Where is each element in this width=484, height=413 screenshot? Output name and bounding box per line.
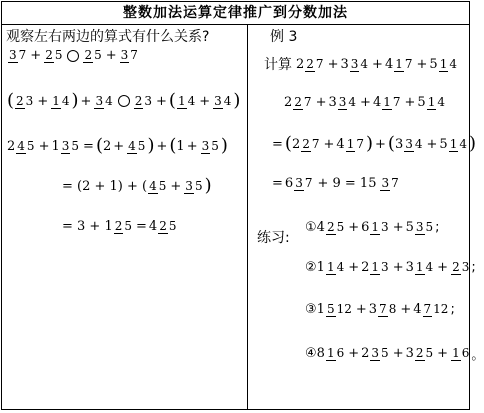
denominator: 7 [311,136,320,151]
fraction [380,177,399,190]
denominator: 12 [433,302,449,316]
denominator: 5 [211,138,219,153]
fraction [346,138,365,151]
fraction [451,261,470,274]
denominator: 7 [18,48,27,62]
math-term: 3 [405,346,414,361]
math-term: ④ [305,346,317,361]
parenthesis: ) [233,90,241,111]
fraction [370,347,389,360]
numerator: 3 [371,346,380,360]
denominator: 5 [71,138,80,153]
math-term: 2 [296,56,305,72]
math-term: ③ [305,302,317,317]
operator: = [272,136,283,152]
math-term: ; [435,220,440,235]
fraction [94,95,113,108]
operator: + [404,95,416,110]
fraction [439,58,458,71]
denominator: 6 [336,346,345,360]
denominator: 5 [94,48,102,62]
parenthesis: ) [468,133,476,154]
math-term: 4 [148,219,158,234]
denominator: 4 [425,260,434,274]
operator: + [400,302,412,317]
denominator: 7 [315,56,324,71]
denominator: 3 [461,260,470,274]
operator: + [80,93,92,109]
math-term: 3 [368,302,378,317]
denominator: 4 [348,95,357,109]
fraction [378,303,397,316]
numerator: 2 [302,136,310,151]
math-term: 1 [51,138,60,154]
math-term: 4 [413,302,422,317]
numerator: 3 [61,138,70,153]
operator: + [315,95,327,110]
denominator: 5 [158,178,167,193]
fraction [326,261,345,274]
denominator: 5 [194,178,203,193]
numerator: 1 [395,56,403,71]
operator: + [30,48,42,63]
math-term: 2 [361,346,370,361]
operator: + [375,136,386,152]
denominator: 5 [54,48,63,62]
math-term: 。 [471,348,484,363]
calc-expression [264,54,459,74]
fraction [51,95,70,108]
math-term: + 9 = 15 [317,176,377,191]
denominator: 3 [25,93,34,108]
denominator: 5 [425,346,434,360]
operator: + [156,93,167,109]
math-term: 2 [102,138,112,154]
parenthesis: ( [169,135,177,156]
operator: + [392,346,404,361]
denominator: 7 [391,176,399,190]
math-term: 2 [7,138,16,154]
fraction [294,177,313,190]
fraction [213,95,232,108]
math-term: 1 [316,302,325,317]
operator: + [38,138,50,154]
practice-4 [305,344,484,363]
numerator: 2 [16,93,24,108]
numerator: 1 [452,346,460,360]
fraction [423,303,450,316]
denominator: 7 [303,95,312,109]
fraction [305,58,324,71]
operator: + [105,48,117,63]
numerator: 1 [326,260,335,274]
denominator: 4 [449,56,457,71]
numerator: 1 [52,93,60,108]
math-term: 2 [284,95,293,110]
math-term: 5 [417,95,426,110]
fraction [415,221,434,234]
denominator: 8 [388,302,397,316]
math-term: 计算 [264,57,292,73]
math-term: 1 [176,138,185,154]
numerator: 3 [95,93,104,108]
math-term: = (2 + 1) + ( [62,178,148,194]
math-term: 2 [291,136,301,152]
numerator: 1 [415,260,424,274]
fraction [134,95,153,108]
fraction [370,221,389,234]
parenthesis: ( [7,90,15,111]
operator: + [426,136,438,152]
denominator: 4 [223,93,232,108]
math-term: ; [450,302,455,317]
fraction [301,138,320,151]
math-term: ② [305,260,317,275]
operator: + [437,260,449,275]
fraction [326,303,353,316]
operator: = [83,138,94,154]
column-divider [247,24,248,410]
question-text: 观察左右两边的算式有什么关系? [6,29,210,45]
operator: + [392,260,404,275]
parenthesis: ) [365,133,373,154]
operator: + [348,346,360,361]
numerator: 2 [159,219,167,233]
denominator: 5 [124,219,133,233]
numerator: 1 [371,260,380,274]
fraction [449,138,468,151]
denominator: 3 [381,220,389,234]
example-label: 例 3 [270,29,298,45]
operator: + [186,138,198,154]
numerator: 2 [452,260,460,274]
denominator: 5 [26,138,35,153]
math-term: 3 [405,260,414,275]
practice-1 [305,220,440,235]
denominator: 5 [336,220,345,234]
fraction [184,180,203,193]
math-term: 5 [429,56,438,72]
fraction [83,49,102,62]
operator: = [272,176,283,191]
equation-2 [7,92,240,110]
math-term: 4 [316,220,325,235]
step-3 [270,176,401,191]
operator: + [170,178,182,194]
numerator: 3 [350,56,359,71]
math-term: 1 [316,260,325,275]
numerator: 3 [201,138,210,153]
fraction [61,140,80,153]
math-term: 6 [284,176,294,191]
numerator: 2 [326,220,335,234]
fraction [338,96,357,109]
fraction [451,347,470,360]
operator: + [355,302,367,317]
numerator: 4 [149,178,157,193]
denominator: 7 [392,95,401,109]
operator: + [37,93,49,109]
fraction [382,96,401,109]
equation-1 [7,48,140,63]
fraction [326,347,345,360]
numerator: 3 [214,93,222,108]
parenthesis: ) [147,135,155,156]
fraction [394,58,413,71]
denominator: 5 [381,346,389,360]
numerator: 1 [371,220,380,234]
denominator: 4 [187,93,196,108]
denominator: 7 [404,56,413,71]
numerator: 1 [326,346,335,360]
math-term: 5 [405,220,414,235]
denominator: 5 [137,138,146,153]
fraction [177,95,196,108]
operator: + [113,138,125,154]
denominator: 5 [425,220,434,234]
numerator: 1 [177,93,186,108]
fraction [16,140,35,153]
math-term: = 3 + 1 [62,219,113,234]
parenthesis: ( [387,133,395,154]
numerator: 4 [17,138,25,153]
denominator: 4 [437,95,445,109]
numerator: 3 [338,95,347,109]
numerator: 1 [427,95,436,109]
math-term: 4 [336,136,345,152]
math-term: 2 [361,260,370,275]
math-term: 8 [316,346,325,361]
numerator: 1 [346,136,355,151]
fraction [293,96,312,109]
step-1 [284,95,447,110]
denominator: 3 [381,260,389,274]
fraction [8,49,27,62]
practice-label: 练习: [257,230,290,246]
numerator: 3 [415,220,424,234]
parenthesis: ( [168,90,176,111]
denominator: 7 [304,176,313,190]
numerator: 7 [379,302,387,316]
numerator: 3 [185,178,193,193]
math-term: 3 [340,56,349,72]
fraction [127,140,146,153]
blank-circle [118,95,130,107]
numerator: 3 [295,176,303,190]
numerator: 1 [439,56,448,71]
fraction [158,220,177,233]
numerator: 2 [45,48,53,62]
math-term: 6 [361,220,370,235]
operator: + [323,136,335,152]
parenthesis: ( [284,133,292,154]
numerator: 1 [449,136,458,151]
fraction [427,96,446,109]
parenthesis: ) [220,135,228,156]
equation-5 [62,219,178,234]
fraction [415,347,434,360]
denominator: 4 [360,56,369,71]
operator: + [348,220,360,235]
numerator: 2 [415,346,424,360]
fraction [370,261,389,274]
operator: + [327,56,339,72]
denominator: 4 [459,136,467,151]
operator: + [437,346,449,361]
operator: = [136,219,147,234]
operator: + [348,260,360,275]
numerator: 3 [381,176,390,190]
practice-3 [305,302,455,317]
fraction [415,261,434,274]
numerator: 1 [383,95,391,109]
numerator: 2 [306,56,314,71]
denominator: 3 [144,93,152,108]
denominator: 5 [168,219,177,233]
math-term: 4 [372,95,382,110]
fraction [114,220,133,233]
denominator: 7 [130,48,138,62]
denominator: 6 [461,346,470,360]
fraction [120,49,139,62]
math-term: ① [305,220,317,235]
denominator: 12 [336,302,352,316]
numerator: 2 [114,219,123,233]
denominator: 4 [414,136,423,151]
math-term: 4 [384,56,394,72]
denominator: 7 [356,136,364,151]
table-frame [1,1,484,410]
numerator: 3 [120,48,129,62]
operator: + [156,138,168,154]
denominator: 4 [336,260,345,274]
numerator: 7 [423,302,432,316]
parenthesis: ) [204,175,212,196]
fraction [326,221,345,234]
fraction [44,49,63,62]
denominator: 4 [105,93,113,108]
numerator: 3 [9,48,17,62]
step-2 [270,135,476,153]
numerator: 2 [134,93,143,108]
blank-circle [67,50,79,62]
operator: + [199,93,211,109]
parenthesis: ) [71,90,79,111]
denominator: 4 [61,93,70,108]
practice-2 [305,260,476,275]
numerator: 2 [294,95,302,109]
operator: + [372,56,383,72]
numerator: 4 [128,138,136,153]
equation-4 [62,177,212,195]
math-term: 3 [328,95,337,110]
equation-3 [7,137,228,155]
fraction [404,138,423,151]
math-term: 3 [394,136,404,152]
fraction [148,180,167,193]
operator: + [416,56,428,72]
numerator: 5 [326,302,335,316]
math-term: 5 [439,136,448,152]
operator: + [392,220,404,235]
parenthesis: ( [95,135,103,156]
fraction [15,95,34,108]
numerator: 2 [84,48,93,62]
math-term: ; [471,260,476,275]
fraction [350,58,369,71]
page-title: 整数加法运算定律推广到分数加法 [2,2,469,25]
fraction [201,140,220,153]
numerator: 3 [405,136,413,151]
operator: + [360,95,371,110]
